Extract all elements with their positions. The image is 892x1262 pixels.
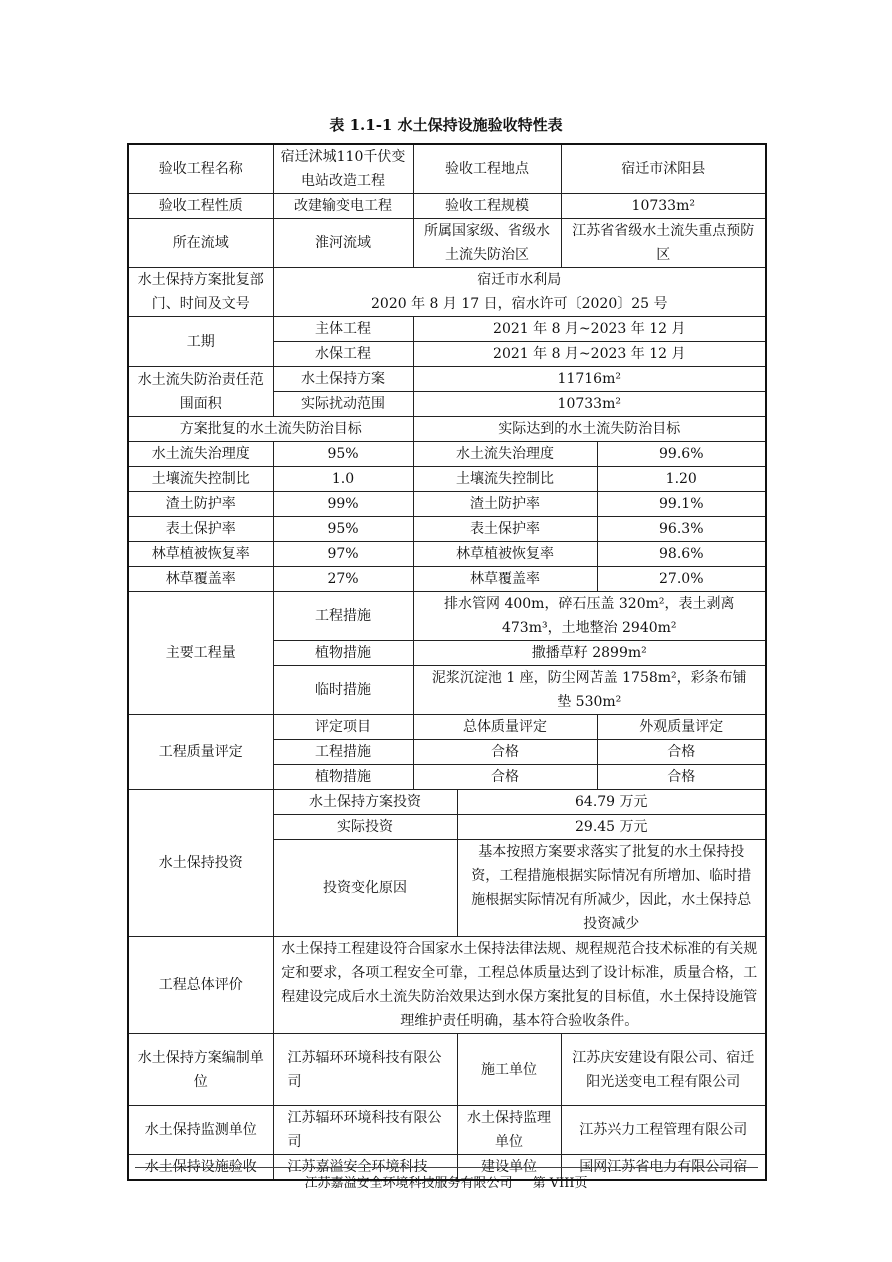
target-actual: 96.3%	[597, 517, 766, 542]
investment-plan-label: 水土保持方案投资	[273, 790, 457, 815]
target-actual-name: 林草覆盖率	[413, 567, 597, 592]
investment-reason: 基本按照方案要求落实了批复的水土保持投资，工程措施根据实际情况有所增加、临时措施根据实际情况有所减少，因此，水土保持总投资减少	[457, 840, 766, 937]
main-work-label: 主体工程	[273, 317, 413, 342]
works-eng-cell	[413, 592, 766, 641]
target-actual: 99.1%	[597, 492, 766, 517]
works-temp-label: 临时措施	[273, 666, 413, 715]
builder-org: 国网江苏省电力有限公司宿	[561, 1155, 766, 1181]
table-row	[128, 517, 766, 542]
target-actual-name: 表土保护率	[413, 517, 597, 542]
plan-org: 江苏辐环环境科技有限公司	[273, 1034, 457, 1106]
target-planned: 97%	[273, 542, 413, 567]
target-name: 土壤流失控制比	[128, 467, 273, 492]
zone-label: 所属国家级、省级水土流失防治区	[413, 219, 561, 268]
swc-work-label: 水保工程	[273, 342, 413, 367]
construct-org: 江苏庆安建设有限公司、宿迁阳光送变电工程有限公司	[561, 1034, 766, 1106]
works-temp-cell	[413, 666, 766, 715]
plan-area-label: 水土保持方案	[273, 367, 413, 392]
quality-veg-overall: 合格	[413, 765, 597, 790]
table-row	[128, 492, 766, 517]
target-actual-name: 林草植被恢复率	[413, 542, 597, 567]
target-planned: 27%	[273, 567, 413, 592]
zone: 江苏省省级水土流失重点预防区	[561, 219, 766, 268]
target-planned: 95%	[273, 442, 413, 467]
table-row	[128, 542, 766, 567]
acceptance-characteristics-table	[127, 143, 767, 1181]
target-name: 水土流失治理度	[128, 442, 273, 467]
works-temp-line2: 垫 530m²	[557, 694, 622, 710]
quality-appearance-header: 外观质量评定	[597, 715, 766, 740]
project-name: 宿迁沭城110千伏变电站改造工程	[273, 144, 413, 194]
target-name: 林草覆盖率	[128, 567, 273, 592]
construct-label: 施工单位	[457, 1034, 561, 1106]
approval-doc: 2020 年 8 月 17 日，宿水许可〔2020〕25 号	[371, 296, 668, 312]
target-actual: 98.6%	[597, 542, 766, 567]
location-label: 验收工程地点	[413, 144, 561, 194]
works-eng-line2: 473m³，土地整治 2940m²	[501, 620, 677, 636]
target-planned: 95%	[273, 517, 413, 542]
actual-area: 10733m²	[413, 392, 766, 417]
quality-eng-appearance: 合格	[597, 740, 766, 765]
target-name: 林草植被恢复率	[128, 542, 273, 567]
builder-label: 建设单位	[457, 1155, 561, 1181]
investment-label: 水土保持投资	[128, 790, 273, 937]
target-actual-header: 实际达到的水土流失防治目标	[413, 417, 766, 442]
quality-label: 工程质量评定	[128, 715, 273, 790]
investment-plan-value: 64.79 万元	[457, 790, 766, 815]
project-name-label: 验收工程名称	[128, 144, 273, 194]
investment-actual-label: 实际投资	[273, 815, 457, 840]
swc-work-period: 2021 年 8 月~2023 年 12 月	[413, 342, 766, 367]
target-actual: 99.6%	[597, 442, 766, 467]
quality-item-header: 评定项目	[273, 715, 413, 740]
monitor-label: 水土保持监测单位	[128, 1106, 273, 1155]
target-actual: 1.20	[597, 467, 766, 492]
footer-company: 江苏嘉溢安全环境科技服务有限公司	[304, 1176, 513, 1191]
table-row	[128, 567, 766, 592]
nature: 改建输变电工程	[273, 194, 413, 219]
works-eng-line1: 排水管网 400m，碎石压盖 320m²，表土剥离	[444, 596, 735, 612]
footer-page-number: 第 VIII页	[532, 1176, 588, 1191]
works-veg: 撒播草籽 2899m²	[413, 641, 766, 666]
approval-label: 水土保持方案批复部门、时间及文号	[128, 268, 273, 317]
target-actual-name: 渣土防护率	[413, 492, 597, 517]
investment-actual-value: 29.45 万元	[457, 815, 766, 840]
nature-label: 验收工程性质	[128, 194, 273, 219]
accept-org: 江苏嘉溢安全环境科技	[273, 1155, 457, 1181]
supervise-org: 江苏兴力工程管理有限公司	[561, 1106, 766, 1155]
table-row	[128, 467, 766, 492]
works-label: 主要工程量	[128, 592, 273, 715]
footer-divider	[135, 1167, 758, 1168]
monitor-org: 江苏辐环环境科技有限公司	[273, 1106, 457, 1155]
quality-veg-label: 植物措施	[273, 765, 413, 790]
approval-cell	[273, 268, 766, 317]
resp-area-label: 水土流失防治责任范围面积	[128, 367, 273, 417]
target-name: 表土保护率	[128, 517, 273, 542]
quality-eng-label: 工程措施	[273, 740, 413, 765]
page-footer	[0, 1172, 892, 1191]
table-row	[128, 442, 766, 467]
quality-eng-overall: 合格	[413, 740, 597, 765]
scale-label: 验收工程规模	[413, 194, 561, 219]
main-work-period: 2021 年 8 月~2023 年 12 月	[413, 317, 766, 342]
scale: 10733m²	[561, 194, 766, 219]
target-name: 渣土防护率	[128, 492, 273, 517]
quality-veg-appearance: 合格	[597, 765, 766, 790]
actual-area-label: 实际扰动范围	[273, 392, 413, 417]
evaluation-label: 工程总体评价	[128, 937, 273, 1034]
plan-area: 11716m²	[413, 367, 766, 392]
works-temp-line1: 泥浆沉淀池 1 座，防尘网苫盖 1758m²，彩条布铺	[431, 670, 747, 686]
basin: 淮河流域	[273, 219, 413, 268]
approval-dept: 宿迁市水利局	[477, 272, 562, 288]
accept-label: 水土保持设施验收	[128, 1155, 273, 1181]
location: 宿迁市沭阳县	[561, 144, 766, 194]
target-actual: 27.0%	[597, 567, 766, 592]
table-title: 表 1.1-1 水土保持设施验收特性表	[329, 116, 563, 134]
basin-label: 所在流域	[128, 219, 273, 268]
plan-org-label: 水土保持方案编制单位	[128, 1034, 273, 1106]
investment-reason-label: 投资变化原因	[273, 840, 457, 937]
target-planned: 99%	[273, 492, 413, 517]
supervise-label: 水土保持监理单位	[457, 1106, 561, 1155]
target-actual-name: 水土流失治理度	[413, 442, 597, 467]
target-planned: 1.0	[273, 467, 413, 492]
evaluation-text: 水土保持工程建设符合国家水土保持法律法规、规程规范合技术标准的有关规定和要求，各项工程安全可靠，工程总体质量达到了设计标准，质量合格，工程建设完成后水土流失防治效果达到水保方案批复的目标值，水土保持设施管理维护责任明确，基本符合验收条件。	[273, 937, 766, 1034]
target-planned-header: 方案批复的水土流失防治目标	[128, 417, 413, 442]
target-actual-name: 土壤流失控制比	[413, 467, 597, 492]
quality-overall-header: 总体质量评定	[413, 715, 597, 740]
works-veg-label: 植物措施	[273, 641, 413, 666]
works-eng-label: 工程措施	[273, 592, 413, 641]
period-label: 工期	[128, 317, 273, 367]
